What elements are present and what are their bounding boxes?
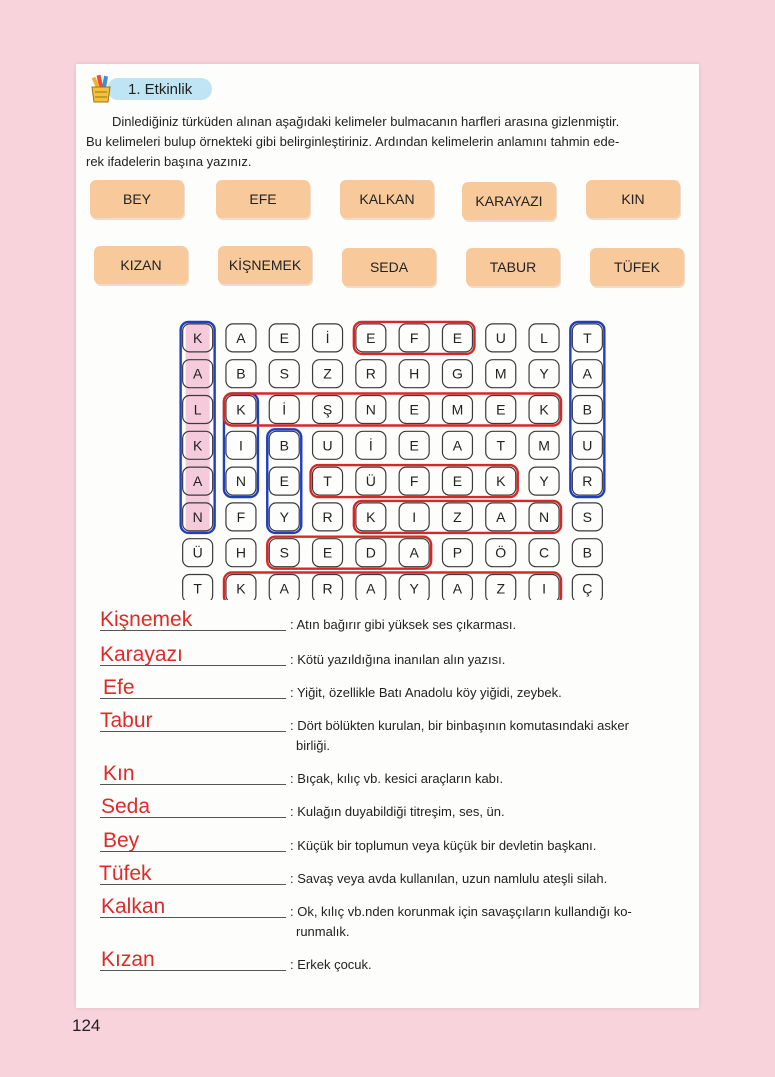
grid-letter: B [582, 544, 593, 561]
answer-word: Kın [103, 762, 135, 785]
grid-letter: S [279, 544, 289, 561]
grid-letter: R [322, 580, 333, 597]
grid-letter: Ö [495, 544, 507, 561]
grid-letter: A [236, 329, 246, 346]
answer-definition [290, 716, 670, 756]
word-highlight [267, 537, 431, 569]
answer-row [76, 676, 699, 708]
grid-letter: D [365, 544, 376, 561]
answer-word: Kızan [101, 948, 155, 971]
word-chip: SEDA [342, 248, 436, 286]
grid-letter: I [412, 508, 417, 525]
definition-line-1: : Dört bölükten kurulan, bir binbaşının komutasındaki asker [290, 718, 629, 733]
grid-letter: M [451, 401, 464, 418]
grid-letter: N [235, 473, 247, 490]
grid-letter: I [542, 580, 546, 597]
grid-letter: R [322, 508, 333, 525]
grid-letter: K [496, 473, 506, 490]
grid-letter: K [192, 329, 203, 346]
grid-letter: Y [409, 580, 419, 597]
grid-letter: E [496, 401, 506, 418]
grid-letter: N [538, 508, 550, 525]
grid-letter: Y [279, 508, 289, 525]
grid-letter: Ç [582, 580, 593, 597]
grid-letter: E [366, 329, 376, 346]
definition-line-1: : Ok, kılıç vb.nden korunmak için savaşçıların kullandığı ko- [290, 904, 632, 919]
grid-letter: E [409, 437, 419, 454]
grid-letter: R [582, 473, 593, 490]
activity-title: 1. Etkinlik [128, 81, 193, 98]
grid-letter: H [409, 365, 420, 382]
word-chip: KIZAN [94, 246, 188, 284]
answer-row [76, 948, 699, 980]
answer-word: Kalkan [101, 895, 166, 918]
answer-word: Efe [103, 676, 135, 699]
grid-letter: Ü [365, 473, 376, 490]
grid-letter: E [322, 544, 333, 561]
grid-letter: S [582, 508, 593, 525]
answer-line [100, 884, 286, 885]
answer-word: Karayazı [100, 643, 183, 666]
answer-row [76, 862, 699, 894]
grid-letter: Z [323, 365, 332, 382]
pencil-cup-icon [86, 74, 116, 104]
grid-letter: U [322, 437, 333, 454]
worksheet-page [76, 64, 699, 1008]
grid-letter: B [279, 437, 289, 454]
grid-letter: L [540, 329, 548, 346]
grid-letter: K [366, 508, 376, 525]
grid-letter: U [582, 437, 593, 454]
grid-letter: K [236, 401, 246, 418]
answer-word: Bey [103, 829, 140, 852]
answer-line [100, 731, 286, 732]
grid-letter: K [192, 437, 203, 454]
word-chip: TÜFEK [590, 248, 684, 286]
answer-definition: : Atın bağırır gibi yüksek ses çıkarması. [290, 617, 517, 632]
answer-definition: : Küçük bir toplumun veya küçük bir devletin başkanı. [290, 838, 597, 853]
answer-line [100, 817, 286, 818]
grid-letter: A [279, 580, 289, 597]
instruction-line-3: rek ifadelerin başına yazınız. [86, 154, 252, 169]
answer-definition: : Kulağın duyabildiği titreşim, ses, ün. [290, 804, 505, 819]
answer-line [100, 630, 286, 631]
grid-letter: B [582, 401, 593, 418]
word-highlight [224, 394, 561, 426]
grid-letter: Ş [322, 401, 333, 418]
grid-letter: A [192, 365, 203, 382]
grid-letter: E [279, 473, 289, 490]
word-chip: KARAYAZI [462, 182, 556, 220]
grid-letter: Z [453, 508, 462, 525]
answer-definition: : Bıçak, kılıç vb. kesici araçların kabı. [290, 771, 504, 786]
grid-letter: A [366, 580, 376, 597]
grid-letter: Ü [192, 544, 203, 561]
grid-letter: T [583, 329, 592, 346]
grid-letter: T [323, 473, 332, 490]
page-number: 124 [72, 1016, 101, 1035]
answer-line [100, 917, 286, 918]
instruction-line-2: Bu kelimeleri bulup örnekteki gibi belirginleştiriniz. Ardından kelimelerin anlamını tahmin ede- [86, 134, 620, 149]
word-chip: TABUR [466, 248, 560, 286]
word-chip: KİŞNEMEK [218, 246, 312, 284]
grid-letter: S [279, 365, 289, 382]
instructions [86, 112, 691, 172]
answer-row [76, 829, 699, 861]
grid-letter: N [192, 508, 203, 525]
word-chip: KALKAN [340, 180, 434, 218]
grid-letter: P [452, 544, 463, 561]
word-chip: BEY [90, 180, 184, 218]
answer-definition: : Kötü yazıldığına inanılan alın yazısı. [290, 652, 506, 667]
definition-line-2: runmalık. [296, 924, 350, 939]
grid-letter: G [452, 365, 463, 382]
grid-letter: C [538, 544, 550, 561]
answer-line [100, 665, 286, 666]
activity-banner [108, 78, 212, 100]
word-chip: KIN [586, 180, 680, 218]
answer-word: Tabur [100, 709, 153, 732]
grid-letter: E [452, 329, 463, 346]
grid-letter: İ [282, 401, 287, 418]
grid-letter: I [239, 437, 243, 454]
answer-word: Tüfek [99, 862, 152, 885]
grid-letter: F [236, 508, 246, 525]
grid-letter: E [409, 401, 419, 418]
answer-row [76, 709, 699, 753]
word-highlight [224, 573, 561, 601]
grid-letter: A [496, 508, 506, 525]
grid-letter: A [409, 544, 419, 561]
grid-letter: M [494, 365, 507, 382]
grid-letter: F [409, 473, 419, 490]
highlight-fill [186, 323, 210, 532]
grid-letter: U [495, 329, 506, 346]
grid-letter: R [365, 365, 376, 382]
answer-definition: : Yiğit, özellikle Batı Anadolu köy yiğidi, zeybek. [290, 685, 562, 700]
grid-letter: T [193, 580, 202, 597]
grid-letter: A [582, 365, 593, 382]
answer-definition [290, 902, 670, 942]
grid-letter: E [279, 329, 289, 346]
answer-row [76, 895, 699, 939]
grid-letter: F [409, 329, 419, 346]
answer-row [76, 608, 699, 640]
grid-letter: A [452, 437, 463, 454]
grid-letter: M [538, 437, 550, 454]
grid-letter: T [496, 437, 506, 454]
word-search-grid [168, 314, 608, 600]
definition-line-2: birliği. [296, 738, 330, 753]
word-chip: EFE [216, 180, 310, 218]
grid-letter: H [235, 544, 247, 561]
grid-letter: K [539, 401, 549, 418]
grid-letter: K [236, 580, 246, 597]
grid-letter: Y [539, 473, 549, 490]
activity-header [86, 74, 214, 104]
answer-line [100, 970, 286, 971]
grid-letter: E [452, 473, 463, 490]
grid-letter: A [192, 473, 203, 490]
answer-row [76, 795, 699, 827]
grid-letter: Y [539, 365, 549, 382]
answer-line [100, 851, 286, 852]
answer-row [76, 762, 699, 794]
instruction-line-1: Dinlediğiniz türküden alınan aşağıdaki kelimeler bulmacanın harfleri arasına gizlenmiştir. [112, 114, 620, 129]
answer-definition: : Erkek çocuk. [290, 957, 372, 972]
answer-line [100, 698, 286, 699]
grid-letter: N [365, 401, 376, 418]
answer-line [100, 784, 286, 785]
grid-letter: A [452, 580, 463, 597]
grid-letter: İ [368, 437, 373, 454]
grid-letter: B [236, 365, 246, 382]
grid-letter: L [193, 401, 202, 418]
answer-word: Kişnemek [100, 608, 193, 631]
answer-word: Seda [101, 795, 151, 818]
grid-letter: Z [496, 580, 506, 597]
grid-letter: İ [325, 329, 330, 346]
answer-row [76, 643, 699, 675]
answer-definition: : Savaş veya avda kullanılan, uzun namlulu ateşli silah. [290, 871, 608, 886]
